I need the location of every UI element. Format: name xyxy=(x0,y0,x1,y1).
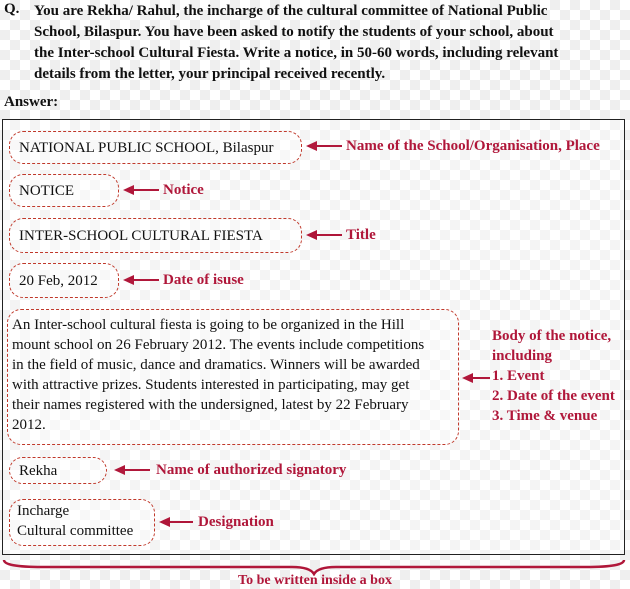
annotation-title: Title xyxy=(346,227,376,243)
question-label: Q. xyxy=(4,1,20,17)
question-text xyxy=(34,1,626,85)
school-name: NATIONAL PUBLIC SCHOOL, Bilaspur xyxy=(19,139,274,156)
arrow-school-icon xyxy=(306,139,342,153)
annotation-body-line: including xyxy=(492,348,553,364)
notice-word-box xyxy=(9,174,119,207)
body-box xyxy=(7,309,459,445)
annotation-signatory: Name of authorized signatory xyxy=(156,462,347,478)
body-line: in the field of music, dance and dramatics. Winners will be awarded xyxy=(12,357,420,373)
arrow-body-icon xyxy=(462,371,490,385)
body-line: with attractive prizes. Students interested in participating, may get xyxy=(12,377,410,393)
arrow-notice-icon xyxy=(123,183,159,197)
notice-word: NOTICE xyxy=(19,182,74,199)
designation-line: Incharge xyxy=(17,503,70,519)
question-line: the Inter-school Cultural Fiesta. Write a notice, in 50-60 words, including relevant xyxy=(34,45,559,61)
arrow-date-icon xyxy=(123,273,159,287)
signatory-name: Rekha xyxy=(19,462,58,479)
question-line: You are Rekha/ Rahul, the incharge of the cultural committee of National Public xyxy=(34,3,548,19)
school-box xyxy=(9,131,302,164)
annotation-footer: To be written inside a box xyxy=(238,573,392,588)
annotation-body-line: 1. Event xyxy=(492,368,545,384)
annotation-body-line: 2. Date of the event xyxy=(492,388,615,404)
arrow-signatory-icon xyxy=(114,463,150,477)
title-box xyxy=(9,218,302,253)
annotation-date: Date of isuse xyxy=(163,272,244,288)
signatory-box xyxy=(9,457,107,484)
answer-label: Answer: xyxy=(4,94,59,110)
designation-box xyxy=(9,499,155,546)
annotation-notice: Notice xyxy=(163,182,204,198)
body-line: mount school on 26 February 2012. The events include competitions xyxy=(12,337,425,353)
question-line: details from the letter, your principal received recently. xyxy=(34,66,386,82)
annotation-body-line: 3. Time & venue xyxy=(492,408,598,424)
body-line: An Inter-school cultural fiesta is going to be organized in the Hill xyxy=(12,317,405,333)
notice-date: 20 Feb, 2012 xyxy=(19,272,98,289)
annotation-school: Name of the School/Organisation, Place xyxy=(346,138,600,154)
arrow-designation-icon xyxy=(159,515,193,529)
date-box xyxy=(9,263,119,298)
body-line: their names registered with the undersigned, latest by 22 February xyxy=(12,397,409,413)
question-line: School, Bilaspur. You have been asked to notify the students of your school, about xyxy=(34,24,554,40)
designation-line: Cultural committee xyxy=(17,523,134,539)
arrow-title-icon xyxy=(306,228,342,242)
annotation-body xyxy=(492,326,615,426)
notice-title: INTER-SCHOOL CULTURAL FIESTA xyxy=(19,227,263,244)
body-line: 2012. xyxy=(12,417,46,433)
annotation-designation: Designation xyxy=(198,514,274,530)
annotation-body-line: Body of the notice, xyxy=(492,328,612,344)
